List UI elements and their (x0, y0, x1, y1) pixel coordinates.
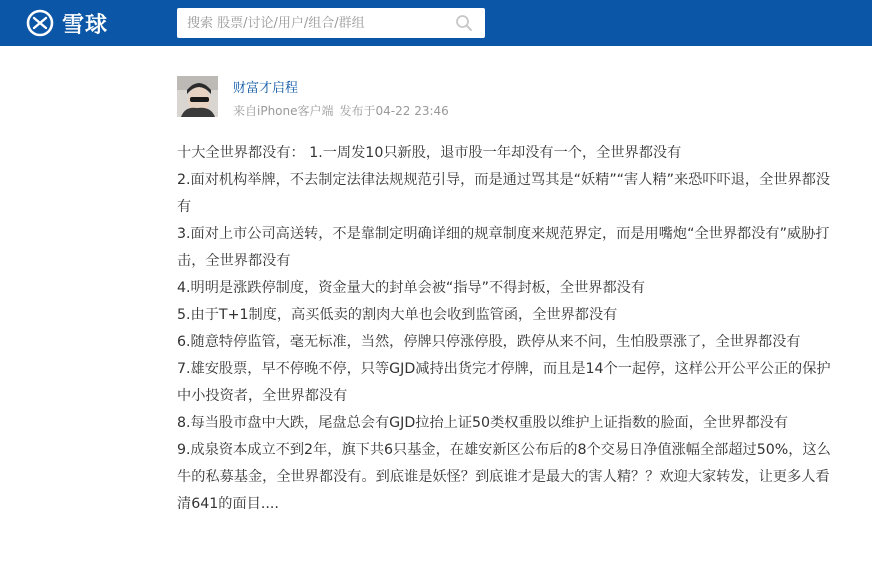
search-icon[interactable] (455, 14, 473, 32)
post-source: 来自iPhone客户端 (233, 104, 334, 118)
search-box[interactable] (177, 8, 485, 38)
post-body (177, 140, 839, 518)
post-timestamp[interactable]: 发布于04-22 23:46 (339, 104, 449, 118)
post-meta (233, 102, 449, 119)
post-paragraph: 6.随意特停监管，毫无标准，当然，停牌只停涨停股，跌停从来不问，生怕股票涨了，全世界都没有 (177, 334, 801, 350)
post-paragraph: 3.面对上市公司高送转，不是靠制定明确详细的规章制度来规范界定，而是用嘴炮“全世界都没有”威胁打击，全世界都没有 (177, 226, 830, 269)
avatar[interactable] (177, 76, 218, 117)
post-paragraph: 5.由于T+1制度，高买低卖的割肉大单也会收到监管函，全世界都没有 (177, 307, 618, 323)
top-navigation-bar (0, 0, 872, 46)
author-name-link[interactable]: 财富才启程 (233, 81, 299, 96)
post-paragraph: 7.雄安股票，早不停晚不停，只等GJD减持出货完才停牌，而且是14个一起停，这样公开公平公正的保护中小投资者，全世界都没有 (177, 361, 831, 404)
post-paragraph: 2.面对机构举牌，不去制定法律法规规范引导，而是通过骂其是“妖精”“害人精”来恐吓吓退，全世界都没有 (177, 172, 831, 215)
xueqiu-logo-icon (26, 9, 54, 37)
post-paragraph: 十大全世界都没有： 1.一周发10只新股，退市股一年却没有一个，全世界都没有 (177, 145, 682, 161)
xueqiu-logo[interactable] (26, 9, 108, 37)
post-paragraph: 4.明明是涨跌停制度，资金量大的封单会被“指导”不得封板，全世界都没有 (177, 280, 646, 296)
avatar-image (177, 76, 218, 117)
search-input[interactable] (187, 9, 447, 37)
logo-text: 雪球 (62, 12, 109, 38)
post-paragraph: 8.每当股市盘中大跌，尾盘总会有GJD拉抬上证50类权重股以维护上证指数的脸面，全世界都没有 (177, 415, 789, 431)
post-paragraph: 9.成泉资本成立不到2年，旗下共6只基金，在雄安新区公布后的8个交易日净值涨幅全部超过50%，这么牛的私募基金，全世界都没有。到底谁是妖怪？到底谁才是最大的害人精？？欢迎大家转发，让更多人看清641的面目.... (177, 442, 831, 512)
